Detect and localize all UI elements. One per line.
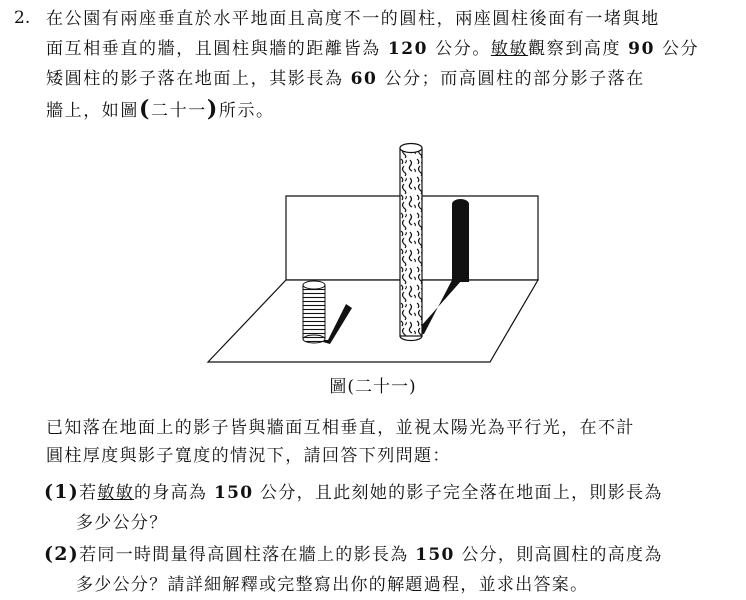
question-line-1 <box>46 4 736 34</box>
wall-shadow-value: 150 <box>415 545 455 565</box>
wall-distance-value: 120 <box>387 39 429 59</box>
paren-close: ) <box>206 96 219 122</box>
given-line-2: 圓柱厚度與影子寬度的情況下，請回答下列問題： <box>46 446 451 466</box>
question-text-segment: 公分。 <box>428 39 491 59</box>
question-text-segment: 牆上，如圖 <box>46 101 139 121</box>
question-line-2 <box>46 34 736 64</box>
question-text <box>46 4 736 124</box>
question-text-segment: 矮圓柱的影子落在地面上，其影長為 <box>46 69 351 89</box>
sub-question-number: (2) <box>44 543 80 565</box>
question-number: 2. <box>14 8 31 28</box>
figure-21 <box>200 140 560 370</box>
sub-question-1-line-1 <box>44 476 663 508</box>
ground <box>208 280 538 362</box>
sub-question-number: (1) <box>44 481 80 503</box>
given-conditions <box>46 414 635 470</box>
question-line-4 <box>46 94 736 124</box>
question-text-segment: 公分；而高圓柱的部分影子落在 <box>377 69 645 89</box>
question-text-segment: 面互相垂直的牆，且圓柱與牆的距離皆為 <box>46 39 388 59</box>
person-name: 敏敏 <box>97 483 135 503</box>
given-line-1: 已知落在地面上的影子皆與牆面互相垂直，並視太陽光為平行光，在不計 <box>46 418 635 438</box>
question-text-segment: 公分 <box>655 39 700 59</box>
sub-question-2-line-2: 多少公分？請詳細解釋或完整寫出你的解題過程，並求出答案。 <box>76 575 589 595</box>
sub-question-2 <box>44 538 663 600</box>
figure-caption: 圖(二十一) <box>329 377 417 397</box>
height-value: 150 <box>213 483 254 503</box>
sub-question-2-line-1 <box>44 538 663 570</box>
short-shadow-length-value: 60 <box>350 69 378 89</box>
sub-question-text: 的身高為 <box>134 483 214 503</box>
figure-ref-number: 二十一 <box>151 101 207 121</box>
question-text-segment: 觀察到高度 <box>528 39 629 59</box>
question-text-segment: 所示。 <box>218 101 275 121</box>
sub-question-text: 若同一時間量得高圓柱落在牆上的影長為 <box>79 545 416 565</box>
person-name: 敏敏 <box>490 39 529 59</box>
short-pillar-height-value: 90 <box>628 39 655 59</box>
sub-question-text: 若 <box>79 483 98 503</box>
pillar-shadow-diagram <box>200 140 560 370</box>
tall-pillar-wall-shadow <box>452 199 469 282</box>
question-line-3 <box>46 64 736 94</box>
question-text-segment: 在公園有兩座垂直於水平地面且高度不一的圓柱，兩座圓柱後面有一堵與地 <box>46 9 660 29</box>
tall-pillar <box>400 144 422 341</box>
sub-question-text: 公分，則高圓柱的高度為 <box>454 545 663 565</box>
sub-question-1 <box>44 476 663 538</box>
sub-question-1-line-2: 多少公分？ <box>76 513 168 533</box>
paren-open: ( <box>139 96 152 122</box>
short-pillar <box>303 281 325 343</box>
sub-question-text: 公分，且此刻她的影子完全落在地面上，則影長為 <box>253 483 663 503</box>
